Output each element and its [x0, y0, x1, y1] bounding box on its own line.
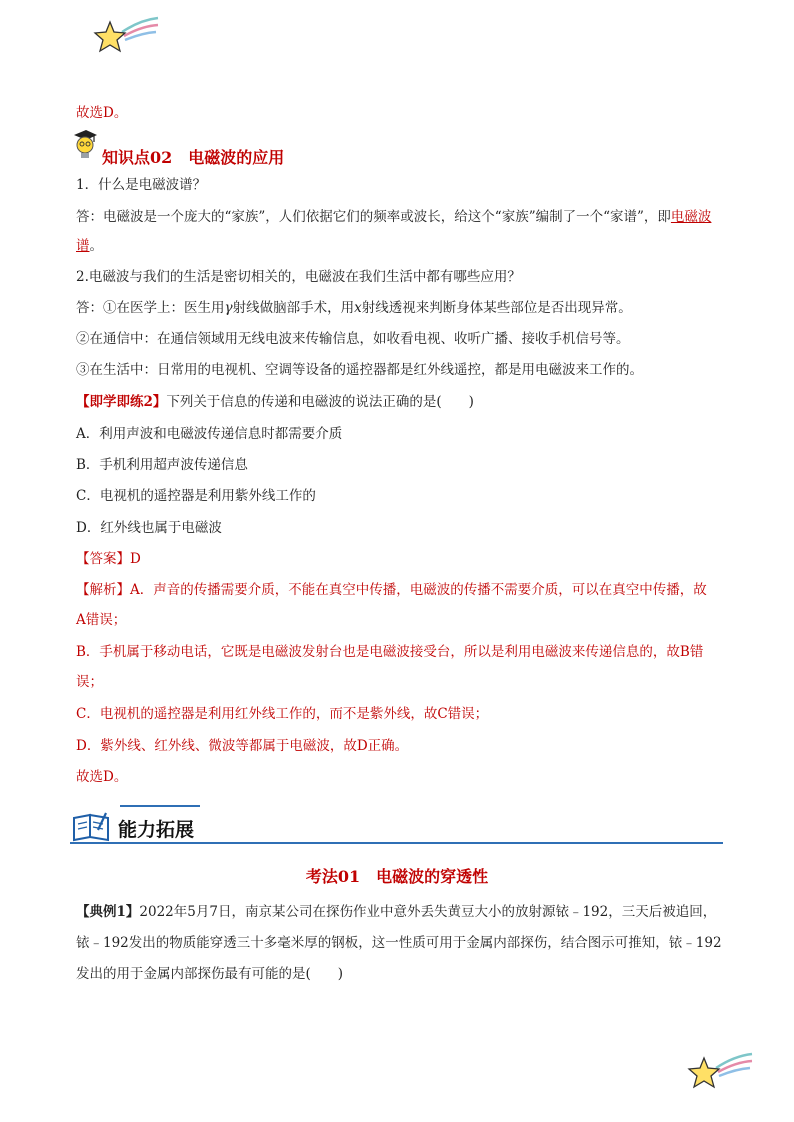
analysis-b-cont: 误；: [76, 674, 103, 690]
answer-2-medical-post: 射线透视来判断身体某些部位是否出现异常。: [361, 300, 632, 316]
example-line-1: [76, 902, 716, 922]
option-b: B．手机利用超声波传递信息: [76, 457, 248, 473]
conclusion: 故选D。: [76, 769, 128, 785]
question-1: 1．什么是电磁波谱？: [76, 177, 207, 193]
analysis-b: B．手机属于移动电话，它既是电磁波发射台也是电磁波接受台，所以是利用电磁波来传递信息的，故B错: [76, 644, 704, 660]
practice-question-text: 下列关于信息的传递和电磁波的说法正确的是( ): [166, 394, 474, 410]
example-tag: 【典例1】: [76, 904, 140, 920]
star-shooting-icon: [686, 1050, 756, 1094]
analysis-c: C．电视机的遥控器是利用红外线工作的，而不是紫外线，故C错误；: [76, 706, 489, 722]
conclusion-prev: 故选D。: [76, 105, 128, 121]
section-accent-line: [120, 805, 200, 807]
answer-2-communication: ②在通信中：在通信领域用无线电波来传输信息，如收看电视、收听广播、接收手机信号等。: [76, 331, 630, 347]
method-title: 考法01 电磁波的穿透性: [305, 867, 489, 886]
example-line-3: 发出的用于金属内部探伤最有可能的是( ): [76, 966, 344, 982]
answer-1-cont: [76, 236, 103, 256]
section-title: 能力拓展: [118, 819, 195, 841]
answer-1-text: 答：电磁波是一个庞大的“家族”，人们依据它们的频率或波长，给这个“家族”编制了一个“家谱”，即: [76, 209, 671, 225]
answer-2-medical-mid: 射线做脑部手术，用: [232, 300, 355, 316]
answer-2-medical-pre: 答：①在医学上：医生用: [76, 300, 225, 316]
topic-title: 知识点02 电磁波的应用: [102, 148, 285, 167]
gamma-symbol: γ: [224, 300, 233, 316]
option-a: A．利用声波和电磁波传递信息时都需要介质: [76, 426, 343, 442]
example-text-1: 2022年5月7日，南京某公司在探伤作业中意外丢失黄豆大小的放射源铱﹣192，三天后被追回，: [139, 904, 717, 920]
question-2: 2.电磁波与我们的生活是密切相关的，电磁波在我们生活中都有哪些应用？: [76, 269, 521, 285]
book-icon: [70, 810, 114, 844]
practice-question: [76, 392, 474, 412]
spectrum-link-cont[interactable]: 谱: [76, 238, 90, 254]
analysis-a: 【解析】A．声音的传播需要介质，不能在真空中传播，电磁波的传播不需要介质，可以在真空中传播，故: [76, 582, 707, 598]
star-shooting-icon: [92, 14, 162, 58]
answer-1: [76, 207, 711, 227]
practice-tag: 【即学即练2】: [76, 394, 167, 410]
answer-1-end: 。: [89, 238, 103, 254]
option-c: C．电视机的遥控器是利用紫外线工作的: [76, 488, 316, 504]
answer-2-medical: [76, 298, 632, 318]
answer-line: 【答案】D: [76, 551, 141, 567]
option-d: D．红外线也属于电磁波: [76, 520, 222, 536]
x-symbol: x: [354, 300, 362, 316]
section-rule: [70, 842, 723, 844]
answer-2-daily-life: ③在生活中：日常用的电视机、空调等设备的遥控器都是红外线遥控，都是用电磁波来工作的。: [76, 362, 643, 378]
analysis-a-cont: A错误；: [76, 612, 127, 628]
spectrum-link[interactable]: 电磁波: [670, 209, 712, 225]
lightbulb-mascot-icon: [70, 128, 98, 160]
example-line-2: 铱﹣192发出的物质能穿透三十多毫米厚的钢板，这一性质可用于金属内部探伤，结合图示可推知，铱﹣192: [76, 935, 722, 951]
analysis-d: D．紫外线、红外线、微波等都属于电磁波，故D正确。: [76, 738, 409, 754]
